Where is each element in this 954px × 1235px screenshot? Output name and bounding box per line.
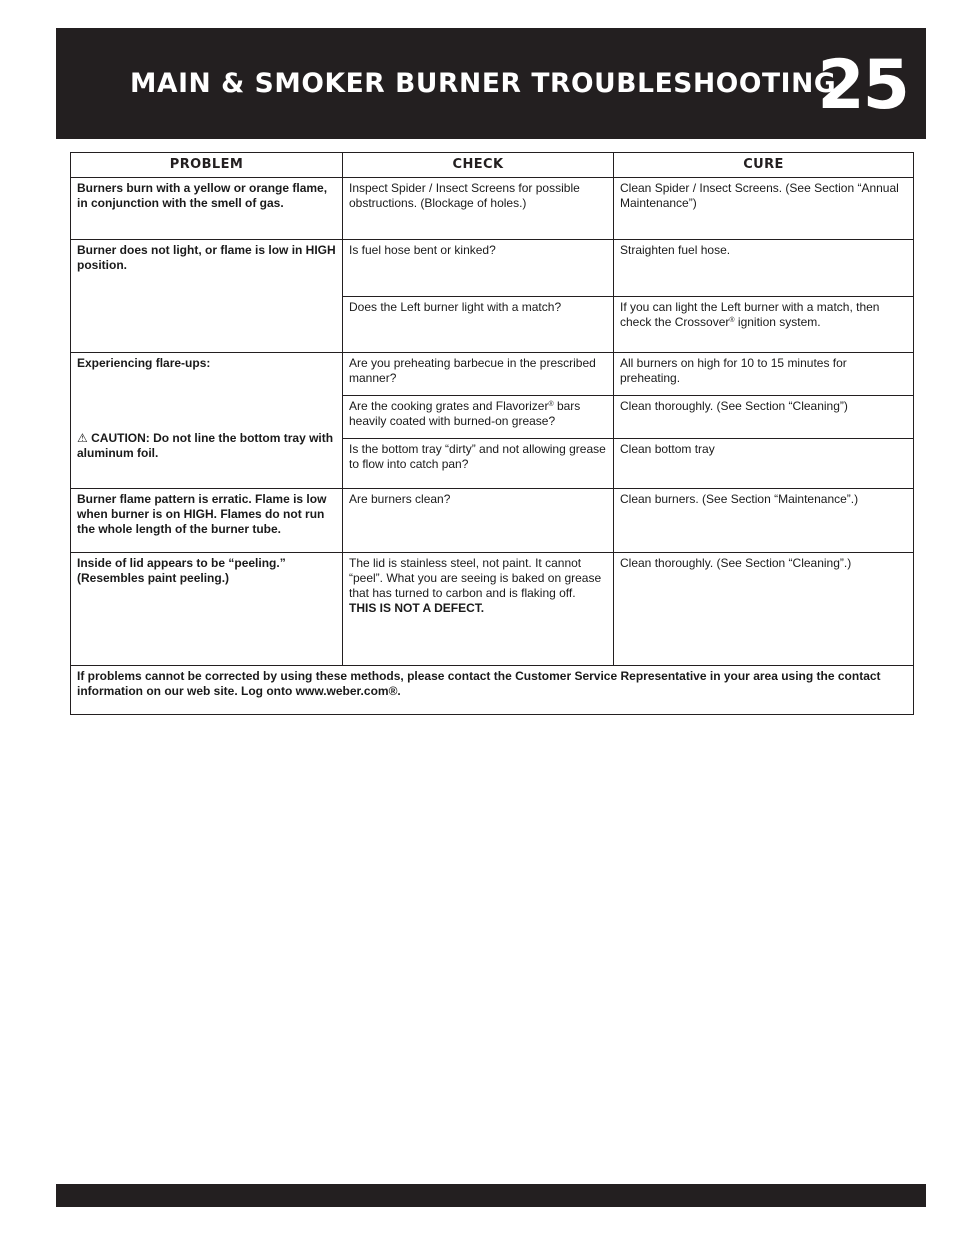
cure-cell <box>614 297 914 353</box>
warning-icon: ⚠ <box>77 431 88 445</box>
check-text: Are the cooking grates and Flavorizer <box>349 399 549 413</box>
cure-cell: Straighten fuel hose. <box>614 240 914 297</box>
cure-cell: Clean burners. (See Section “Maintenance”.) <box>614 489 914 553</box>
page-title: MAIN & SMOKER BURNER TROUBLESHOOTING <box>130 68 837 99</box>
cure-cell: Clean Spider / Insect Screens. (See Section “Annual Maintenance”) <box>614 178 914 240</box>
check-text-tail: bars heavily coated with burned-on grease? <box>349 399 581 428</box>
check-cell <box>343 553 614 666</box>
cure-cell: All burners on high for 10 to 15 minutes for preheating. <box>614 353 914 396</box>
table-row <box>71 489 914 553</box>
troubleshooting-table <box>70 152 914 715</box>
problem-text: Experiencing flare-ups: <box>77 356 211 370</box>
table-row <box>71 553 914 666</box>
problem-cell: Burner does not light, or flame is low in HIGH position. <box>71 240 343 353</box>
column-header-problem: PROBLEM <box>71 153 343 178</box>
problem-cell: Burners burn with a yellow or orange flame, in conjunction with the smell of gas. <box>71 178 343 240</box>
cure-text-tail: ignition system. <box>734 315 821 329</box>
problem-cell: Inside of lid appears to be “peeling.” (Resembles paint peeling.) <box>71 553 343 666</box>
problem-cell <box>71 353 343 489</box>
check-cell: Does the Left burner light with a match? <box>343 297 614 353</box>
problem-cell: Burner flame pattern is erratic. Flame is low when burner is on HIGH. Flames do not run the whole length of the burner tube. <box>71 489 343 553</box>
table-footer-row <box>71 666 914 715</box>
table-row <box>71 178 914 240</box>
caution-note <box>77 431 336 461</box>
check-text: The lid is stainless steel, not paint. It cannot “peel”. What you are seeing is baked on grease that has turned to carbon and is flaking off. <box>349 556 602 600</box>
cure-cell: Clean thoroughly. (See Section “Cleaning”.) <box>614 553 914 666</box>
registered-mark: ® <box>548 401 554 408</box>
check-cell: Are you preheating barbecue in the prescribed manner? <box>343 353 614 396</box>
caution-text: CAUTION: Do not line the bottom tray with aluminum foil. <box>77 431 334 460</box>
table-row <box>71 240 914 297</box>
cure-text: If you can light the Left burner with a match, then check the Crossover <box>620 300 880 329</box>
check-cell: Inspect Spider / Insect Screens for possible obstructions. (Blockage of holes.) <box>343 178 614 240</box>
check-cell: Are burners clean? <box>343 489 614 553</box>
footer-band <box>56 1184 926 1207</box>
table-header-row <box>71 153 914 178</box>
check-cell: Is fuel hose bent or kinked? <box>343 240 614 297</box>
defect-note: THIS IS NOT A DEFECT. <box>349 601 485 615</box>
footer-note: If problems cannot be corrected by using these methods, please contact the Customer Service Representative in your area using the contact information on our web site. Log onto www.weber.com®. <box>71 666 914 715</box>
column-header-check: CHECK <box>343 153 614 178</box>
cure-cell: Clean bottom tray <box>614 439 914 489</box>
cure-cell: Clean thoroughly. (See Section “Cleaning”) <box>614 396 914 439</box>
table-row <box>71 353 914 396</box>
check-cell <box>343 396 614 439</box>
registered-mark: ® <box>729 317 735 324</box>
page-number: 25 <box>817 46 908 125</box>
check-cell: Is the bottom tray “dirty” and not allowing grease to flow into catch pan? <box>343 439 614 489</box>
column-header-cure: CURE <box>614 153 914 178</box>
